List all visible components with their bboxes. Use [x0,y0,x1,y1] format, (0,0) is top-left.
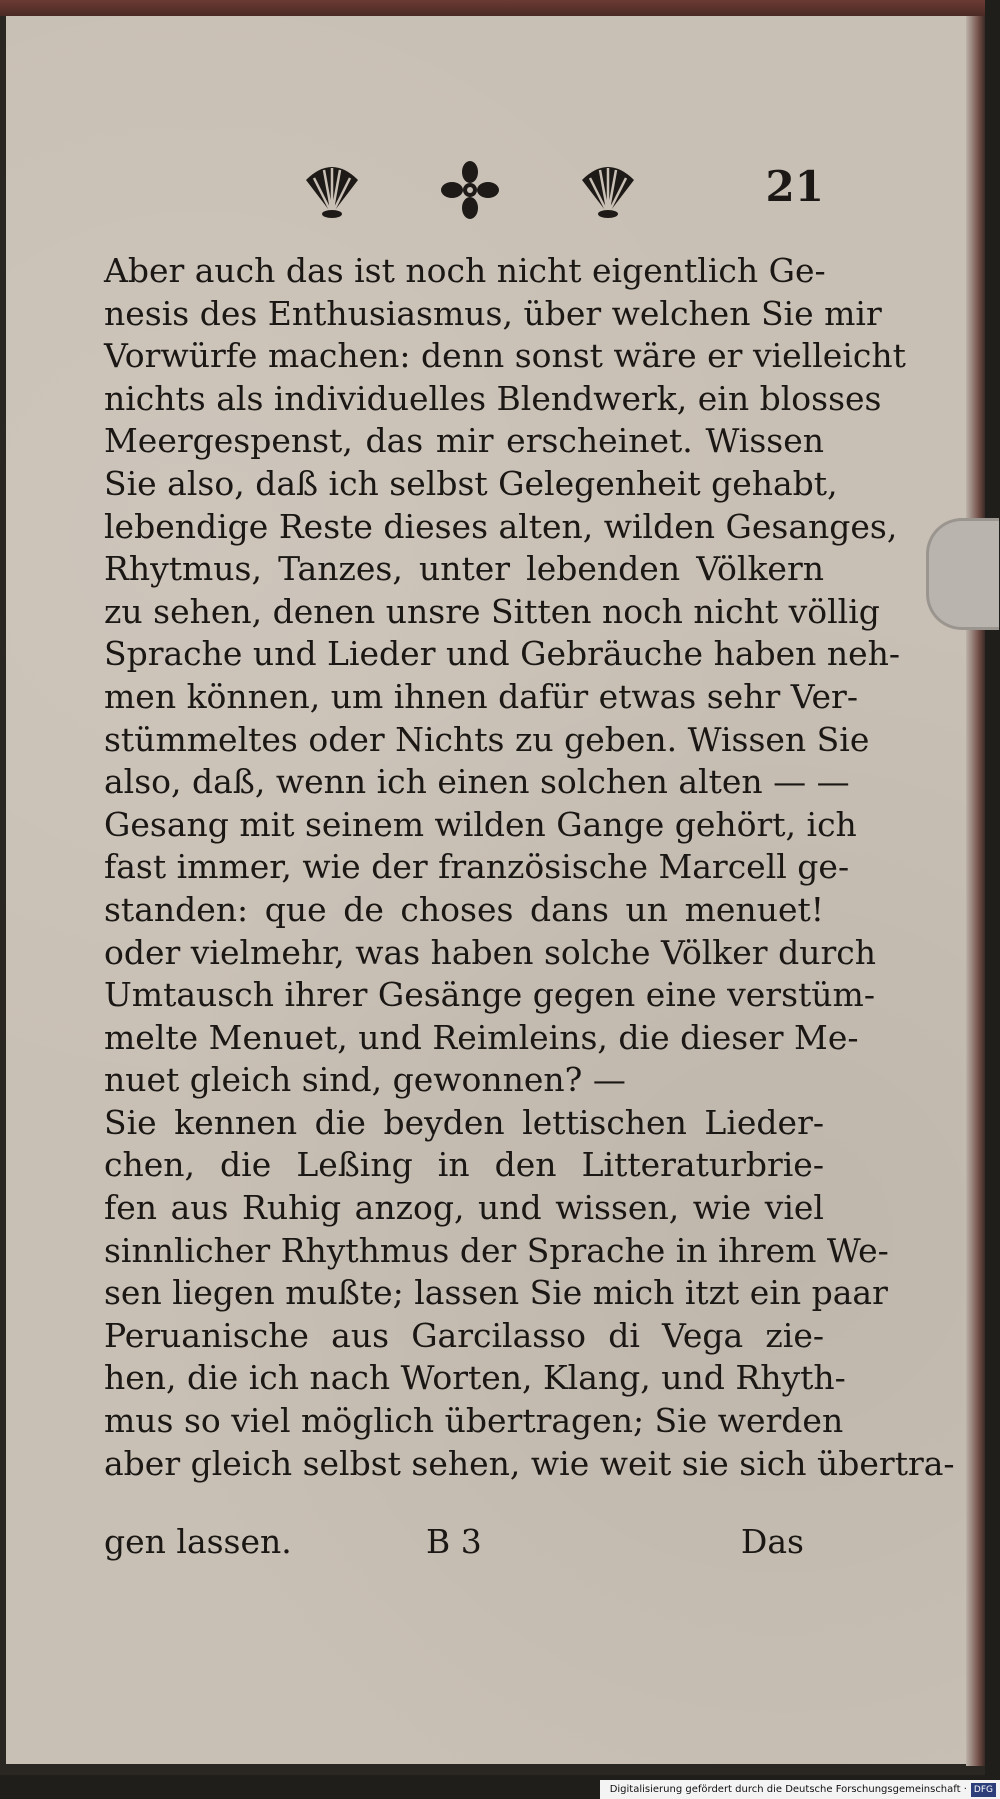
final-line: gen lassen. [104,1522,292,1561]
text-line: Vorwürfe machen: denn sonst wäre er vielleicht [104,336,906,376]
text-line: nuet gleich sind, gewonnen? — [104,1060,626,1100]
text-line: also, daß, wenn ich einen solchen alten — — [104,762,850,802]
text-line: Peruanische aus Garcilasso di Vega zie- [104,1315,824,1355]
text-line: Aber auch das ist noch nicht eigentlich Ge- [104,251,826,290]
text-line: men können, um ihnen dafür etwas sehr Ver- [104,676,858,716]
text-line: fen aus Ruhig anzog, und wissen, wie viel [104,1188,824,1228]
text-line: chen, die Leßing in den Litteraturbrie- [104,1145,824,1185]
page-right-edge [966,16,985,1766]
text-line: Rhytmus, Tanzes, unter lebenden Völkern [104,549,824,589]
text-line: Sprache und Lieder und Gebräuche haben neh- [104,634,901,674]
shell-ornament-icon [300,160,364,220]
bookmark-tab [926,518,999,630]
flower-ornament-icon [438,160,502,220]
text-line: melte Menuet, und Reimleins, die dieser Me- [104,1017,859,1057]
text-line: Meergespenst, das mir erscheinet. Wissen [104,421,824,461]
text-line: zu sehen, denen unsre Sitten noch nicht völlig [104,591,880,631]
page-number: 21 [765,162,824,211]
text-line: mus so viel möglich übertragen; Sie werden [104,1401,844,1441]
text-line: aber gleich selbst sehen, wie weit sie sich übertra- [104,1443,955,1483]
text-line: stümmeltes oder Nichts zu geben. Wissen Sie [104,719,870,759]
text-line: Sie kennen die beyden lettischen Lieder- [104,1102,824,1142]
text-line: sen liegen mußte; lassen Sie mich itzt ein paar [104,1273,888,1313]
text-line: lebendige Reste dieses alten, wilden Gesanges, [104,506,898,546]
catchword: Das [740,1522,804,1561]
text-line: fast immer, wie der französische Marcell ge- [104,847,850,887]
header-ornaments [300,160,640,220]
text-line: Gesang mit seinem wilden Gange gehört, ich [104,804,857,844]
credit-text: Digitalisierung gefördert durch die Deutsche Forschungsgemeinschaft · [609,1784,967,1795]
printer-signature: B 3 [426,1522,482,1561]
text-line: nesis des Enthusiasmus, über welchen Sie mir [104,293,882,333]
cover-top-edge [0,0,985,16]
page-footer [104,1522,824,1566]
text-line: sinnlicher Rhythmus der Sprache in ihrem We- [104,1230,889,1270]
text-line: hen, die ich nach Worten, Klang, und Rhyth- [104,1358,846,1398]
text-line: nichts als individuelles Blendwerk, ein blosses [104,378,882,418]
text-line: Sie also, daß ich selbst Gelegenheit gehabt, [104,463,838,503]
shell-ornament-icon [576,160,640,220]
text-line: oder vielmehr, was haben solche Völker durch [104,932,876,972]
dfg-logo: DFG [971,1783,996,1797]
text-line: Umtausch ihrer Gesänge gegen eine verstüm- [104,975,875,1015]
text-line: standen: que de choses dans un menuet! [104,889,824,929]
body-text [104,250,955,1485]
digitization-credit [600,1780,1000,1799]
